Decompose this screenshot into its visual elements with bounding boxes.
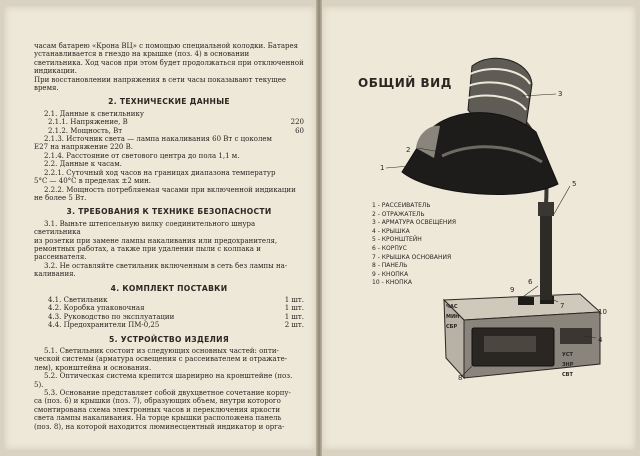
design-line: света лампы накаливания. На торце крышки расположена панель bbox=[34, 414, 282, 423]
legend-item: 7 - КРЫШКА ОСНОВАНИЯ bbox=[372, 253, 452, 261]
intro-line: устанавливается в гнездо на крышке (поз. 4) в основании bbox=[34, 50, 250, 59]
legend-item: 6 - КОРПУС bbox=[372, 244, 407, 252]
spec-line: 2.2.2. Мощность потребляемая часами при включенной индикации bbox=[44, 185, 296, 194]
section-3-heading: 3. ТРЕБОВАНИЯ К ТЕХНИКЕ БЕЗОПАСНОСТИ bbox=[66, 207, 272, 217]
spec-value: 220 bbox=[290, 118, 304, 127]
callout-7: 7 bbox=[560, 302, 565, 310]
callout-6: 6 bbox=[528, 278, 533, 286]
callout-8: 8 bbox=[458, 374, 463, 382]
design-line: 5). bbox=[34, 380, 44, 389]
legend-item: 5 - КРОНШТЕЙН bbox=[372, 236, 422, 244]
section-5-heading: 5. УСТРОЙСТВО ИЗДЕЛИЯ bbox=[109, 334, 229, 344]
general-view-title: ОБЩИЙ ВИД bbox=[358, 76, 452, 90]
panel-label-set: УСТ bbox=[562, 352, 573, 358]
callout-3: 3 bbox=[558, 90, 563, 98]
callout-2: 2 bbox=[406, 146, 411, 154]
kit-item-qty: 1 шт. bbox=[284, 304, 304, 313]
intro-line: время. bbox=[34, 84, 59, 93]
section-2-heading: 2. ТЕХНИЧЕСКИЕ ДАННЫЕ bbox=[108, 97, 230, 107]
legend-item: 4 - КРЫШКА bbox=[372, 227, 410, 235]
design-line: смонтирована схема электронных часов и переключения яркости bbox=[34, 405, 281, 414]
spec-line: 2.2.1. Суточный ход часов на границах диапазона температур bbox=[44, 168, 276, 177]
design-line: 5.1. Светильник состоит из следующих основных частей: опти- bbox=[44, 347, 279, 355]
panel-label-hour: ЧАС bbox=[446, 304, 458, 310]
kit-item-qty: 2 шт. bbox=[284, 321, 304, 330]
spec-label: 2.1.1. Напряжение, В bbox=[48, 118, 128, 127]
callout-5: 5 bbox=[572, 180, 577, 188]
design-line: лем), кронштейна и основания. bbox=[34, 363, 152, 372]
legend-item: 8 - ПАНЕЛЬ bbox=[372, 262, 408, 270]
spec-row-power bbox=[34, 127, 304, 135]
kit-item-qty: 1 шт. bbox=[284, 312, 304, 321]
left-page bbox=[4, 6, 316, 450]
intro-line: При восстановлении напряжения в сети часы показывают текущее bbox=[34, 75, 287, 84]
spec-line: 5°С — 40°С в пределах ±2 мин. bbox=[34, 177, 151, 186]
section-4-heading: 4. КОМПЛЕКТ ПОСТАВКИ bbox=[110, 283, 228, 293]
safety-line: каливания. bbox=[34, 270, 76, 279]
panel-label-min: МИН bbox=[446, 314, 460, 320]
legend-item: 10 - КНОПКА bbox=[372, 279, 412, 287]
legend-item: 2 - ОТРАЖАТЕЛЬ bbox=[372, 210, 425, 218]
kit-item bbox=[34, 304, 304, 312]
spec-line: не более 5 Вт. bbox=[34, 193, 87, 202]
lamp-shade-drawing bbox=[402, 58, 558, 194]
spec-value: 60 bbox=[295, 126, 304, 135]
spec-label: 2.1.2. Мощность, Вт bbox=[48, 126, 123, 135]
design-line: 5.2. Оптическая система крепится шарнирно на кронштейне (поз. bbox=[44, 372, 293, 381]
legend-item: 3 - АРМАТУРА ОСВЕЩЕНИЯ bbox=[372, 219, 457, 227]
spec-line: 2.2. Данные к часам. bbox=[44, 160, 122, 169]
kit-item bbox=[34, 321, 304, 329]
spec-line: 2.1.4. Расстояние от светового центра до пола 1,1 м. bbox=[44, 151, 240, 160]
kit-item-label: 4.2. Коробка упаковочная bbox=[48, 304, 145, 313]
intro-line: часам батарею «Крона ВЦ» с помощью специальной колодки. Батарея bbox=[34, 42, 299, 50]
lamp-illustration bbox=[322, 6, 636, 450]
design-line: 5.3. Основание представляет собой двухцветное сочетание корпу- bbox=[44, 389, 291, 398]
callout-9: 9 bbox=[510, 286, 515, 294]
design-line: (поз. 8), на которой находится люминесцентный индикатор и орга- bbox=[34, 422, 285, 431]
kit-item-qty: 1 шт. bbox=[284, 295, 304, 304]
text-column bbox=[34, 42, 304, 431]
intro-line: индикации. bbox=[34, 67, 77, 76]
spec-line: Е27 на напряжение 220 В. bbox=[34, 143, 133, 152]
kit-item-label: 4.1. Светильник bbox=[48, 295, 108, 304]
callout-4: 4 bbox=[598, 336, 603, 344]
kit-item bbox=[34, 313, 304, 321]
legend-item: 9 - КНОПКА bbox=[372, 270, 409, 278]
safety-line: из розетки при замене лампы накаливания или предохранителя, bbox=[34, 236, 278, 245]
callout-10: 10 bbox=[598, 308, 607, 316]
safety-line: ремонтных работах, а также при удалении пыли с колпака и bbox=[34, 244, 261, 253]
kit-item-label: 4.3. Руководство по эксплуатации bbox=[48, 312, 175, 321]
panel-label-reset: СБР bbox=[446, 324, 458, 330]
parts-legend bbox=[372, 202, 456, 288]
panel-label-light: СВТ bbox=[562, 372, 573, 378]
spec-line: 2.1. Данные к светильнику bbox=[44, 109, 144, 118]
kit-item-label: 4.4. Предохранители ПМ-0,25 bbox=[48, 321, 160, 330]
kit-item bbox=[34, 296, 304, 304]
safety-line: 3.1. Выньте штепсельную вилку соединительного шнура светильника bbox=[34, 219, 256, 237]
panel-label-znr: ЗНР bbox=[562, 362, 574, 368]
callout-1: 1 bbox=[380, 164, 385, 172]
safety-line: рассеивателя. bbox=[34, 253, 87, 262]
right-page bbox=[322, 6, 636, 450]
spec-line: 2.1.3. Источник света — лампа накаливания 60 Вт с цоколем bbox=[44, 135, 273, 144]
design-line: ческой системы (арматура освещения с рассеивателем и отражате- bbox=[34, 355, 288, 364]
design-line: са (поз. 6) и крышки (поз. 7), образующих объем, внутри которого bbox=[34, 397, 281, 406]
spec-row-voltage bbox=[34, 118, 304, 126]
safety-line: 3.2. Не оставляйте светильник включенным в сеть без лампы на- bbox=[44, 261, 288, 270]
legend-item: 1 - РАССЕИВАТЕЛЬ bbox=[372, 202, 431, 209]
intro-line: светильника. Ход часов при этом будет продолжаться при отключенной bbox=[34, 58, 304, 67]
